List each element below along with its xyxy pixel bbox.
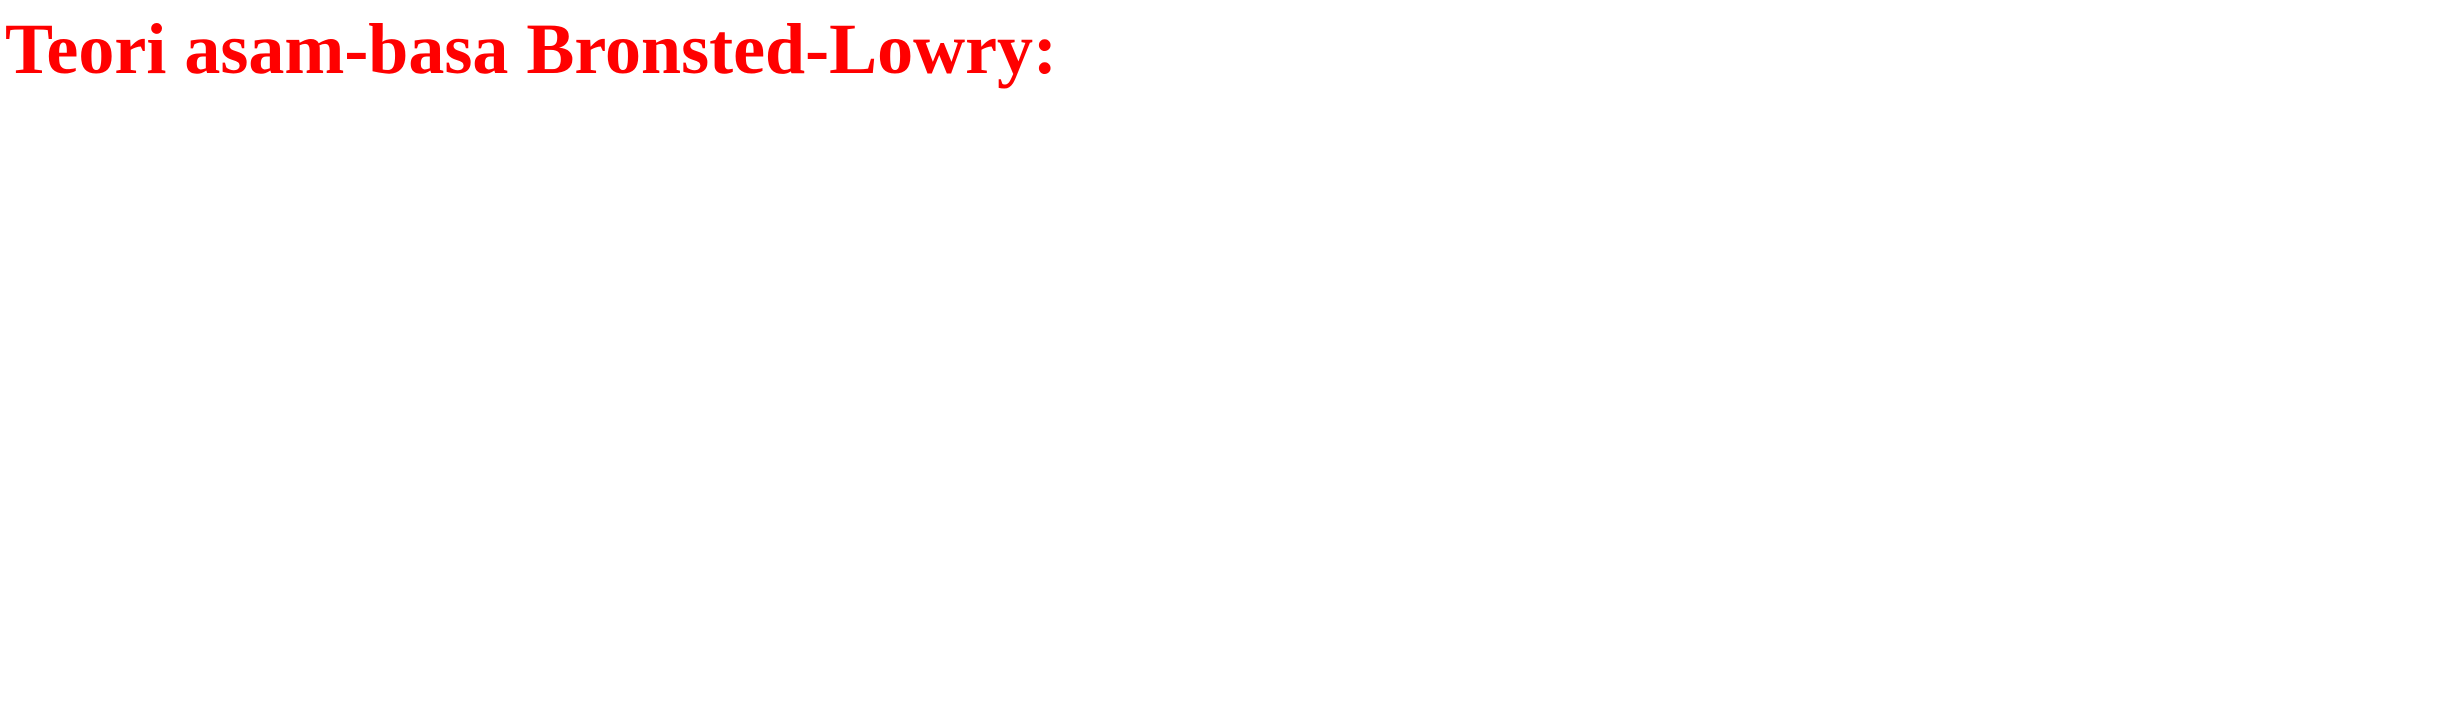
page-title: Teori asam-basa Bronsted-Lowry: bbox=[5, 9, 1058, 89]
